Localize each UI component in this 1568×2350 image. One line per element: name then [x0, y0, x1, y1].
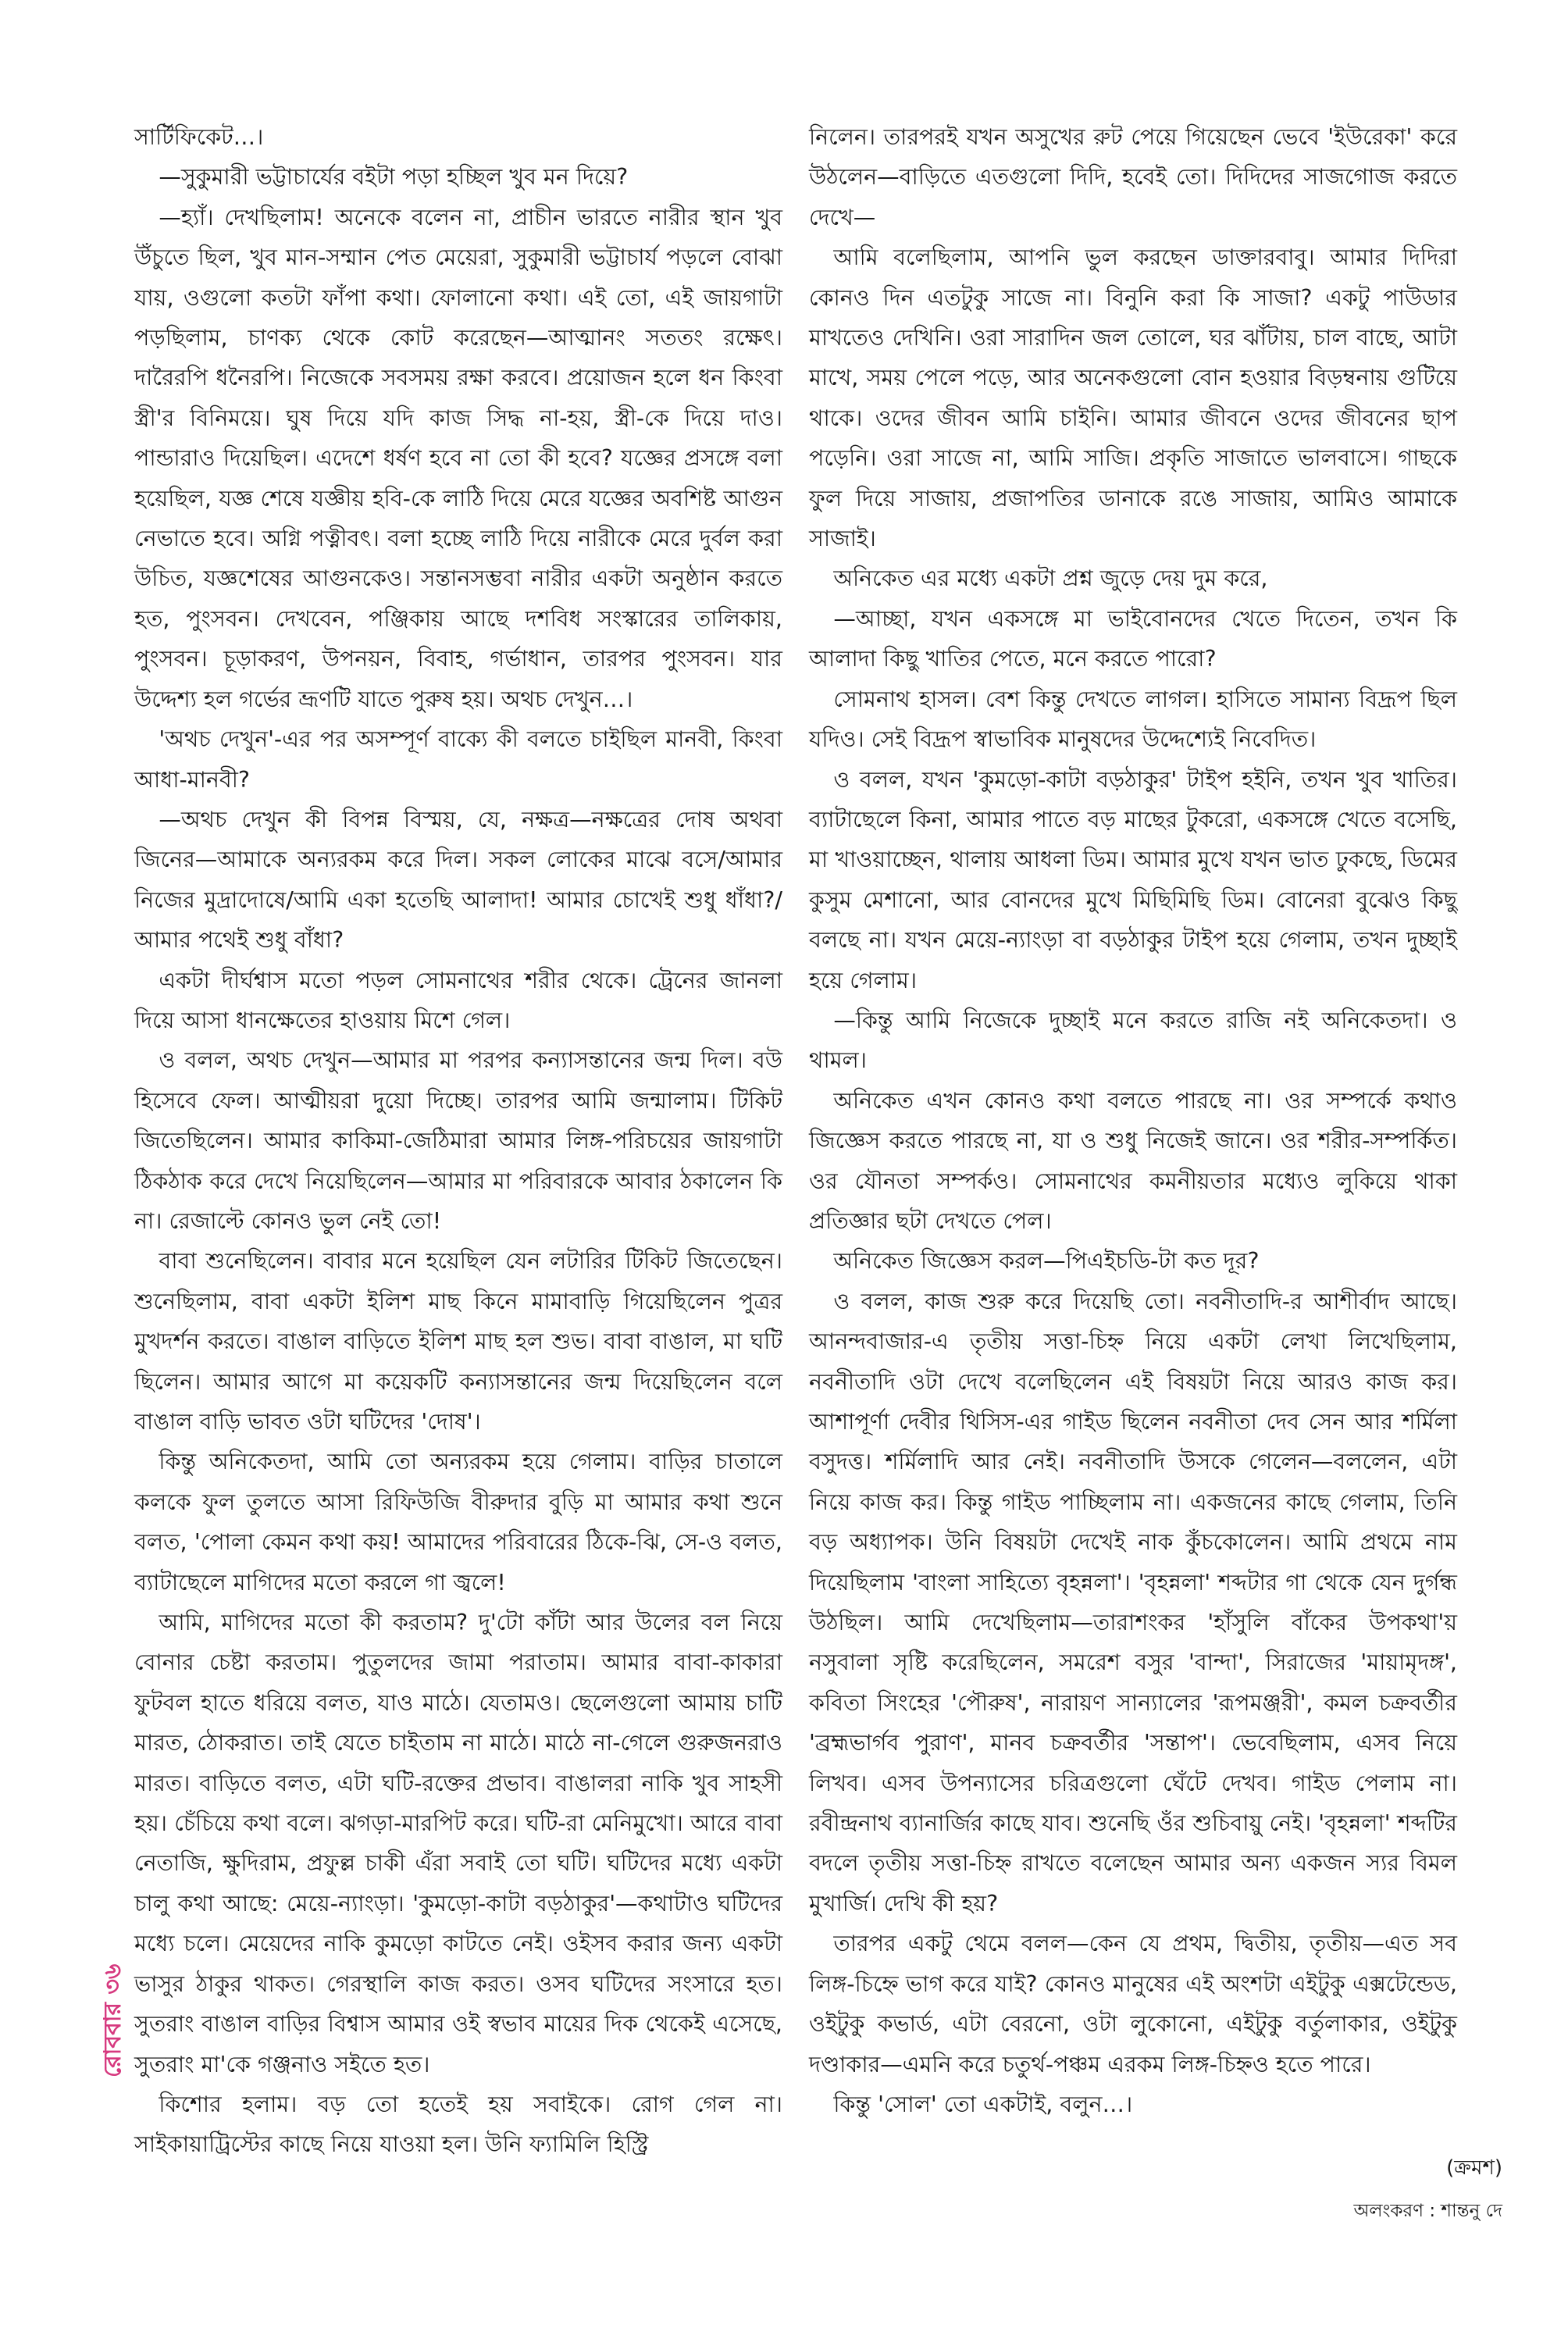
article-column-left [134, 117, 782, 2165]
paragraph: 'অথচ দেখুন'-এর পর অসম্পূর্ণ বাক্যে কী বলতে চাইছিল মানবী, কিংবা আধা-মানবী? [134, 726, 782, 793]
paragraph: কিন্তু 'সোল' তো একটাই, বলুন…। [833, 2091, 1133, 2117]
paragraph: —কিন্তু আমি নিজেকে দুচ্ছাই মনে করতে রাজি নই অনিকেতদা। ও থামল। [809, 1007, 1457, 1074]
paragraph: —অথচ দেখুন কী বিপন্ন বিস্ময়, যে, নক্ষত্র—নক্ষত্রের দোষ অথবা জিনের—আমাকে অন্যরকম করে দিল। সকল লোকের মাঝে বসে/আমার নিজের মুদ্রাদোষে/আমি একা হতেছি আলাদা! আমার চোখেই শুধু ধাঁধা?/আমার পথেই শুধু বাঁধা? [134, 806, 782, 954]
paragraph: একটা দীর্ঘশ্বাস মতো পড়ল সোমনাথের শরীর থেকে। ট্রেনের জানলা দিয়ে আসা ধানক্ষেতের হাওয়ায় মিশে গেল। [134, 967, 782, 1033]
paragraph: আমি, মাগিদের মতো কী করতাম? দু'টো কাঁটা আর উলের বল নিয়ে বোনার চেষ্টা করতাম। পুতুলদের জামা পরাতাম। আমার বাবা-কাকারা ফুটবল হাতে ধরিয়ে বলত, যাও মাঠে। যেতামও। ছেলেগুলো আমায় চাটি মারত, ঠোকরাত। তাই যেতে চাইতাম না মাঠে। মাঠে না-গেলে গুরুজনরাও মারত। বাড়িতে বলত, এটা ঘটি-রক্তের প্রভাব। বাঙালরা নাকি খুব সাহসী হয়। চেঁচিয়ে কথা বলে। ঝগড়া-মারপিট করে। ঘটি-রা মেনিমুখো। আরে বাবা নেতাজি, ক্ষুদিরাম, প্রফুল্ল চাকী এঁরা সবাই তো ঘটি। ঘটিদের মধ্যে একটা চালু কথা আছে: মেয়ে-ন্যাংড়া। 'কুমড়ো-কাটা বড়ঠাকুর'—কথাটাও ঘটিদের মধ্যে চলে। মেয়েদের নাকি কুমড়ো কাটতে নেই। ওইসব করার জন্য একটা ভাসুর ঠাকুর থাকত। গেরস্থালি কাজ করত। ওসব ঘটিদের সংসারে হত। সুতরাং বাঙাল বাড়ির বিশ্বাস আমার ওই স্বভাব মায়ের দিক থেকেই এসেছে, সুতরাং মা'কে গঞ্জনাও সইতে হত। [134, 1610, 782, 2077]
illustration-credit: অলংকরণ : শান্তনু দে [1353, 2201, 1502, 2221]
paragraph: ও বলল, যখন 'কুমড়ো-কাটা বড়ঠাকুর' টাইপ হইনি, তখন খুব খাতির। ব্যাটাছেলে কিনা, আমার পাতে বড় মাছের টুকরো, একসঙ্গে খেতে বসেছি, মা খাওয়াচ্ছেন, থালায় আধলা ডিম। আমার মুখে যখন ভাত ঢুকছে, ডিমের কুসুম মেশানো, আর বোনদের মুখে মিছিমিছি ডিম। বোনেরা বুঝেও কিছু বলছে না। যখন মেয়ে-ন্যাংড়া বা বড়ঠাকুর টাইপ হয়ে গেলাম, তখন দুচ্ছাই হয়ে গেলাম। [809, 766, 1457, 993]
paragraph: কিন্তু অনিকেতদা, আমি তো অন্যরকম হয়ে গেলাম। বাড়ির চাতালে কলকে ফুল তুলতে আসা রিফিউজি বীরুদার বুড়ি মা আমার কথা শুনে বলত, 'পোলা কেমন কথা কয়! আমাদের পরিবারের ঠিকে-ঝি, সে-ও বলত, ব্যাটাছেলে মাগিদের মতো করলে গা জ্বলে! [134, 1449, 782, 1596]
paragraph: তারপর একটু থেমে বলল—কেন যে প্রথম, দ্বিতীয়, তৃতীয়—এত সব লিঙ্গ-চিহ্নে ভাগ করে যাই? কোনও মানুষের এই অংশটা এইটুকু এক্সটেন্ডেড, ওইটুকু কভার্ড, এটা বেরনো, ওটা লুকোনো, এইটুকু বর্তুলাকার, ওইটুকু দণ্ডাকার—এমনি করে চতুর্থ-পঞ্চম এরকম লিঙ্গ-চিহ্নও হতে পারে। [809, 1931, 1457, 2077]
to-be-continued-note: (ক্রমশ) [1446, 2156, 1502, 2180]
magazine-folio: রোববার ৩৬ [99, 1963, 127, 2077]
paragraph: সার্টিফিকেট…। [134, 124, 264, 150]
paragraph: আমি বলেছিলাম, আপনি ভুল করছেন ডাক্তারবাবু। আমার দিদিরা কোনও দিন এতটুকু সাজে না। বিনুনি করা কি সাজা? একটু পাউডার মাখতেও দেখিনি। ওরা সারাদিন জল তোলে, ঘর ঝাঁটায়, চাল বাছে, আটা মাখে, সময় পেলে পড়ে, আর অনেকগুলো বোন হওয়ার বিড়ম্বনায় গুটিয়ে থাকে। ওদের জীবন আমি চাইনি। আমার জীবনে ওদের জীবনের ছাপ পড়েনি। ওরা সাজে না, আমি সাজি। প্রকৃতি সাজাতে ভালবাসে। গাছকে ফুল দিয়ে সাজায়, প্রজাপতির ডানাকে রঙে সাজায়, আমিও আমাকে সাজাই। [809, 244, 1457, 552]
paragraph: —হ্যাঁ। দেখছিলাম! অনেকে বলেন না, প্রাচীন ভারতে নারীর স্থান খুব উঁচুতে ছিল, খুব মান-সম্মান পেত মেয়েরা, সুকুমারী ভট্টাচার্য পড়লে বোঝা যায়, ওগুলো কতটা ফাঁপা কথা। ফোলানো কথা। এই তো, এই জায়গাটা পড়ছিলাম, চাণক্য থেকে কোট করেছেন—আত্মানং সততং রক্ষেৎ। দারৈরপি ধনৈরপি। নিজেকে সবসময় রক্ষা করবে। প্রয়োজন হলে ধন কিংবা স্ত্রী'র বিনিময়ে। ঘুষ দিয়ে যদি কাজ সিদ্ধ না-হয়, স্ত্রী-কে দিয়ে দাও। পান্ডারাও দিয়েছিল। এদেশে ধর্ষণ হবে না তো কী হবে? যজ্ঞের প্রসঙ্গে বলা হয়েছিল, যজ্ঞ শেষে যজ্ঞীয় হবি-কে লাঠি দিয়ে মেরে যজ্ঞের অবশিষ্ট আগুন নেভাতে হবে। অগ্নি পত্নীবৎ। বলা হচ্ছে লাঠি দিয়ে নারীকে মেরে দুর্বল করা উচিত, যজ্ঞশেষের আগুনকেও। সন্তানসম্ভবা নারীর একটা অনুষ্ঠান করতে হত, পুংসবন। দেখবেন, পঞ্জিকায় আছে দশবিধ সংস্কারের তালিকায়, পুংসবন। চূড়াকরণ, উপনয়ন, বিবাহ, গর্ভাধান, তারপর পুংসবন। যার উদ্দেশ্য হল গর্ভের ভ্রূণটি যাতে পুরুষ হয়। অথচ দেখুন…। [134, 204, 783, 712]
paragraph: নিলেন। তারপরই যখন অসুখের রুট পেয়ে গিয়েছেন ভেবে 'ইউরেকা' করে উঠলেন—বাড়িতে এতগুলো দিদি, হবেই তো। দিদিদের সাজগোজ করতে দেখে— [809, 124, 1457, 230]
paragraph: ও বলল, কাজ শুরু করে দিয়েছি তো। নবনীতাদি-র আশীর্বাদ আছে। আনন্দবাজার-এ তৃতীয় সত্তা-চিহ্ন নিয়ে একটা লেখা লিখেছিলাম, নবনীতাদি ওটা দেখে বলেছিলেন এই বিষয়টা নিয়ে আরও কাজ কর। আশাপূর্ণা দেবীর থিসিস-এর গাইড ছিলেন নবনীতা দেব সেন আর শর্মিলা বসুদত্ত। শর্মিলাদি আর নেই। নবনীতাদি উসকে গেলেন—বললেন, এটা নিয়ে কাজ কর। কিন্তু গাইড পাচ্ছিলাম না। একজনের কাছে গেলাম, তিনি বড় অধ্যাপক। উনি বিষয়টা দেখেই নাক কুঁচকোলেন। আমি প্রথমে নাম দিয়েছিলাম 'বাংলা সাহিত্যে বৃহন্নলা'। 'বৃহন্নলা' শব্দটার গা থেকে যেন দুর্গন্ধ উঠছিল। আমি দেখেছিলাম—তারাশংকর 'হাঁসুলি বাঁকের উপকথা'য় নসুবালা সৃষ্টি করেছিলেন, সমরেশ বসুর 'বান্দা', সিরাজের 'মায়ামৃদঙ্গ', কবিতা সিংহের 'পৌরুষ', নারায়ণ সান্যালের 'রূপমঞ্জরী', কমল চক্রবর্তীর 'ব্রহ্মভার্গব পুরাণ', মানব চক্রবর্তীর 'সন্তাপ'। ভেবেছিলাম, এসব নিয়ে লিখব। এসব উপন্যাসের চরিত্রগুলো ঘেঁটে দেখব। গাইড পেলাম না। রবীন্দ্রনাথ ব্যানার্জির কাছে যাব। শুনেছি ওঁর শুচিবায়ু নেই। 'বৃহন্নলা' শব্দটির বদলে তৃতীয় সত্তা-চিহ্ন রাখতে বলেছেন আমার অন্য একজন স্যর বিমল মুখার্জি। দেখি কী হয়? [809, 1288, 1457, 1917]
paragraph: কিশোর হলাম। বড় তো হতেই হয় সবাইকে। রোগ গেল না। সাইকায়াট্রিস্টের কাছে নিয়ে যাওয়া হল। উনি ফ্যামিলি হিস্ট্রি [134, 2091, 782, 2158]
paragraph: অনিকেত জিজ্ঞেস করল—পিএইচডি-টা কত দূর? [833, 1248, 1260, 1275]
paragraph: ও বলল, অথচ দেখুন—আমার মা পরপর কন্যাসন্তানের জন্ম দিল। বউ হিসেবে ফেল। আত্মীয়রা দুয়ো দিচ্ছে। তারপর আমি জন্মালাম। টিকিট জিতেছিলেন। আমার কাকিমা-জেঠিমারা আমার লিঙ্গ-পরিচয়ের জায়গাটা ঠিকঠাক করে দেখে নিয়েছিলেন—আমার মা পরিবারকে আবার ঠকালেন কি না। রেজাল্টে কোনও ভুল নেই তো! [134, 1047, 782, 1234]
paragraph: অনিকেত এর মধ্যে একটা প্রশ্ন জুড়ে দেয় দুম করে, [833, 565, 1268, 592]
paragraph: —সুকুমারী ভট্টাচার্যের বইটা পড়া হচ্ছিল খুব মন দিয়ে? [159, 164, 629, 191]
paragraph: —আচ্ছা, যখন একসঙ্গে মা ভাইবোনদের খেতে দিতেন, তখন কি আলাদা কিছু খাতির পেতে, মনে করতে পারো? [809, 605, 1457, 672]
paragraph: সোমনাথ হাসল। বেশ কিন্তু দেখতে লাগল। হাসিতে সামান্য বিদ্রূপ ছিল যদিও। সেই বিদ্রূপ স্বাভাবিক মানুষদের উদ্দেশ্যেই নিবেদিত। [809, 686, 1457, 753]
article-column-right [809, 117, 1457, 2124]
paragraph: বাবা শুনেছিলেন। বাবার মনে হয়েছিল যেন লটারির টিকিট জিতেছেন। শুনেছিলাম, বাবা একটা ইলিশ মাছ কিনে মামাবাড়ি গিয়েছিলেন পুত্রর মুখদর্শন করতে। বাঙাল বাড়িতে ইলিশ মাছ হল শুভ। বাবা বাঙাল, মা ঘটি ছিলেন। আমার আগে মা কয়েকটি কন্যাসন্তানের জন্ম দিয়েছিলেন বলে বাঙাল বাড়ি ভাবত ওটা ঘটিদের 'দোষ'। [134, 1248, 782, 1435]
paragraph: অনিকেত এখন কোনও কথা বলতে পারছে না। ওর সম্পর্কে কথাও জিজ্ঞেস করতে পারছে না, যা ও শুধু নিজেই জানে। ওর শরীর-সম্পর্কিত। ওর যৌনতা সম্পর্কও। সোমনাথের কমনীয়তার মধ্যেও লুকিয়ে থাকা প্রতিজ্ঞার ছটা দেখতে পেল। [809, 1087, 1457, 1234]
